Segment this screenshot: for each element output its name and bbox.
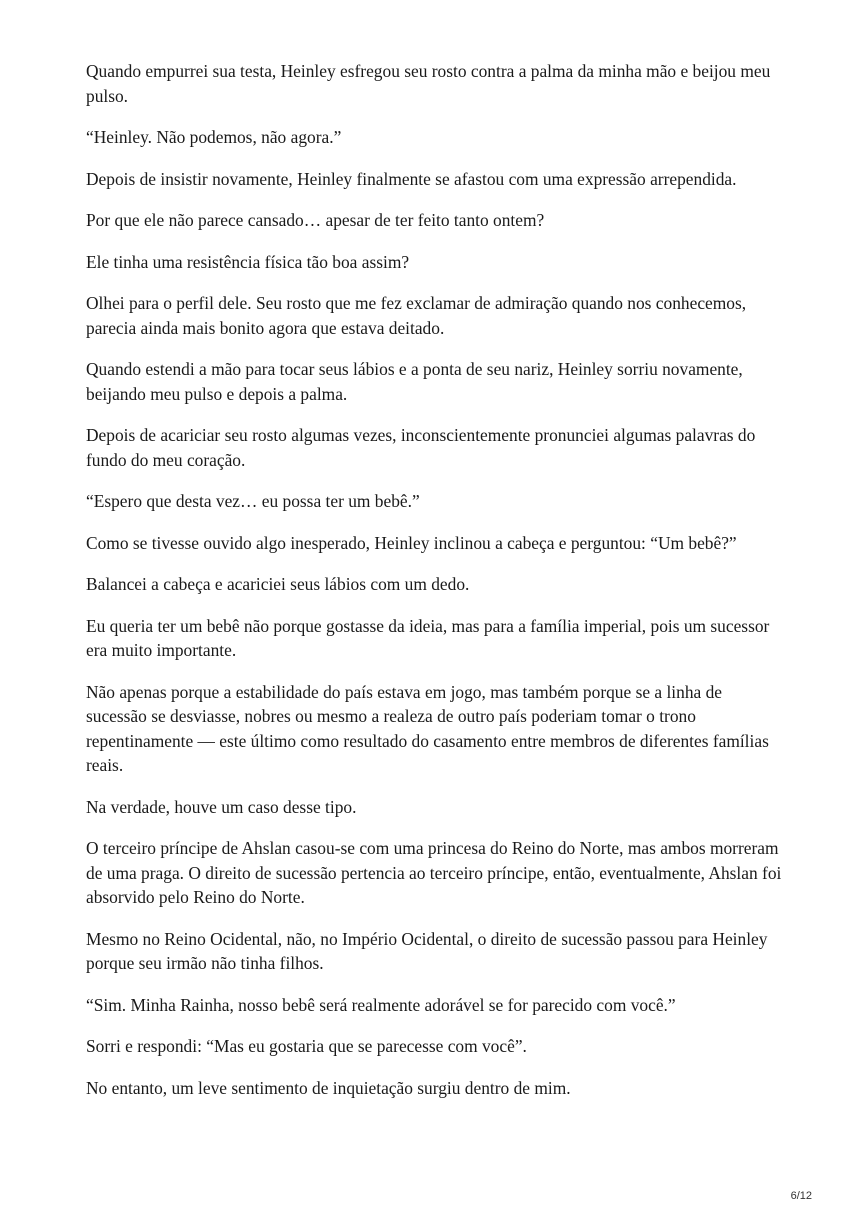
paragraph: Depois de acariciar seu rosto algumas vezes, inconscientemente pronunciei algumas palavras do fundo do meu coração. (86, 425, 756, 470)
document-body (86, 59, 786, 1117)
paragraph: Como se tivesse ouvido algo inesperado, Heinley inclinou a cabeça e perguntou: “Um bebê?” (86, 532, 737, 553)
paragraph: “Sim. Minha Rainha, nosso bebê será realmente adorável se for parecido com você.” (86, 994, 676, 1015)
paragraph: Por que ele não parece cansado… apesar de ter feito tanto ontem? (86, 210, 545, 230)
paragraph: Quando estendi a mão para tocar seus lábios e a ponta de seu nariz, Heinley sorriu novamente, beijando meu pulso e depois a palma. (86, 359, 743, 404)
paragraph: “Heinley. Não podemos, não agora.” (86, 127, 342, 147)
paragraph: Balancei a cabeça e acariciei seus lábios com um dedo. (86, 574, 470, 594)
paragraph: Na verdade, houve um caso desse tipo. (86, 796, 357, 817)
paragraph: Sorri e respondi: “Mas eu gostaria que se parecesse com você”. (86, 1036, 527, 1056)
page-number: 6/12 (790, 1190, 812, 1202)
paragraph: Mesmo no Reino Ocidental, não, no Império Ocidental, o direito de sucessão passou para Heinley porque seu irmão não tinha filhos. (86, 928, 768, 973)
paragraph: Eu queria ter um bebê não porque gostasse da ideia, mas para a família imperial, pois um sucessor era muito importante. (86, 615, 770, 660)
paragraph: Depois de insistir novamente, Heinley finalmente se afastou com uma expressão arrependida. (86, 168, 737, 189)
paragraph: Ele tinha uma resistência física tão boa assim? (86, 251, 410, 272)
paragraph: “Espero que desta vez… eu possa ter um bebê.” (86, 491, 420, 511)
paragraph: Não apenas porque a estabilidade do país estava em jogo, mas também porque se a linha de sucessão se desviasse, nobres ou mesmo a realeza de outro país poderiam tomar o trono repentinamente — este último como resultado do casamento entre membros de diferentes famílias reais. (86, 681, 769, 775)
paragraph: Quando empurrei sua testa, Heinley esfregou seu rosto contra a palma da minha mão e beijou meu pulso. (86, 61, 771, 106)
paragraph: Olhei para o perfil dele. Seu rosto que me fez exclamar de admiração quando nos conhecemos, parecia ainda mais bonito agora que estava deitado. (86, 293, 747, 338)
paragraph: No entanto, um leve sentimento de inquietação surgiu dentro de mim. (86, 1077, 571, 1098)
paragraph: O terceiro príncipe de Ahslan casou-se com uma princesa do Reino do Norte, mas ambos morreram de uma praga. O direito de sucessão pertencia ao terceiro príncipe, então, eventualmente, Ahslan foi absorvido pelo Reino do Norte. (86, 838, 782, 907)
